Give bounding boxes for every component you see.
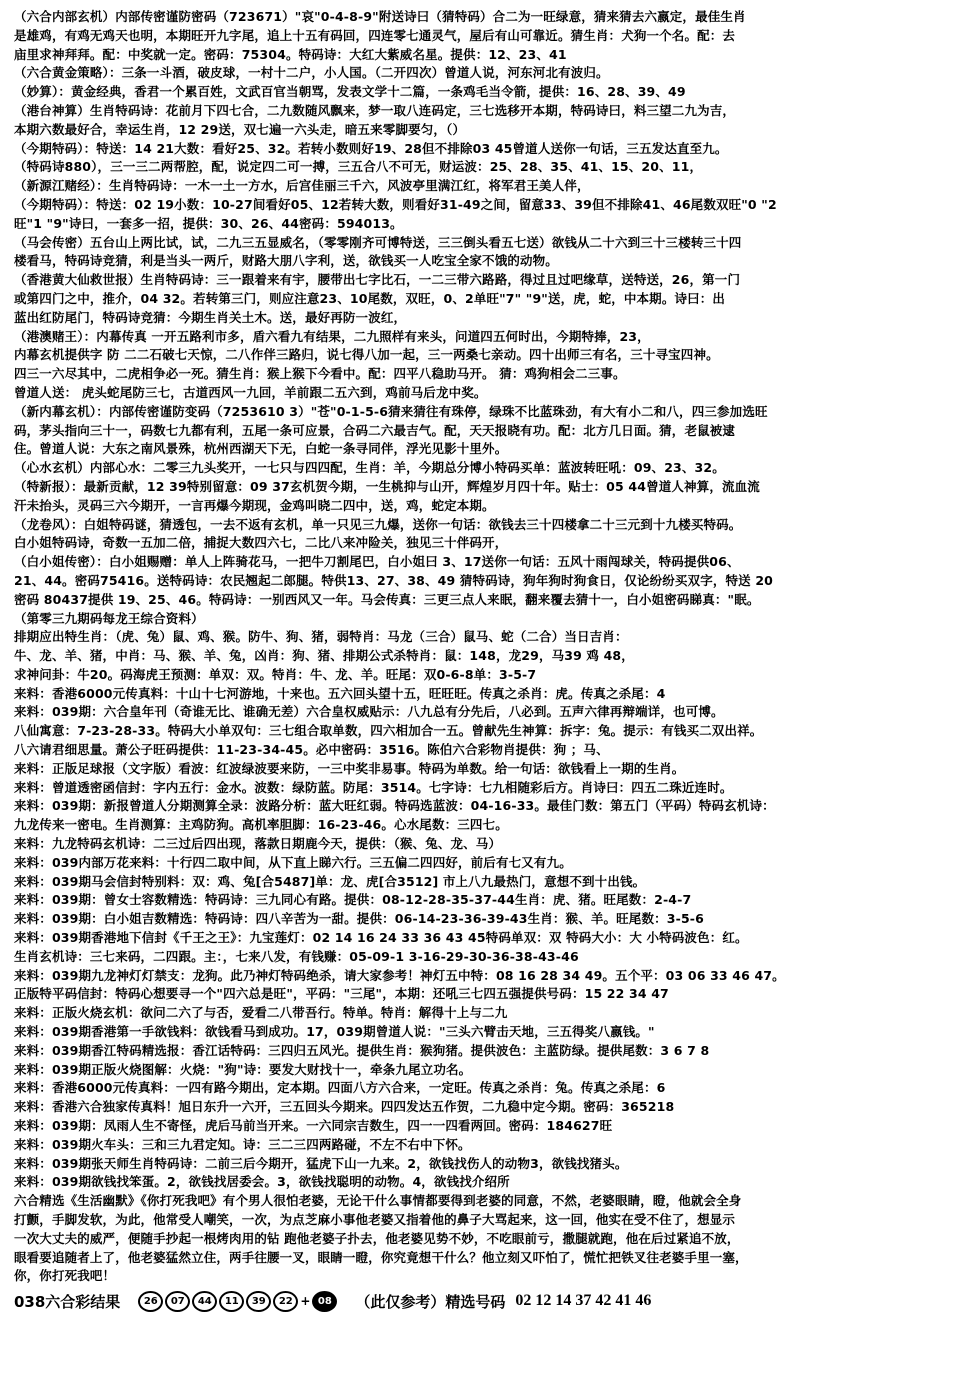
text-line: 九龙传来一密电。生肖测算：主鸡防狗。高机率胆脚：16-23-46。心水尾数：三四七。 xyxy=(14,817,508,833)
result-label: 038六合彩结果 xyxy=(14,1292,121,1311)
text-line: 来料：香港6000元传真料：一四有路今期出，定本期。四面八方六合来，一定旺。传真之杀肖：兔。传真之杀尾：6 xyxy=(14,1080,666,1096)
text-line: 来料：039期：曾女士容数精选：特码诗：三九同心有路。提供：08-12-28-35-37-44生肖：虎、猪。旺尾数：2-4-7 xyxy=(14,892,692,908)
text-line: 来料：香港6000元传真料：十山十七河游地，十来也。五六回头望十五，旺旺旺。传真之杀肖：虎。传真之杀尾：4 xyxy=(14,685,666,701)
text-line: 庙里求神拜拜。配：中奖就一定。密码：75304。特码诗：大红大紫威名星。提供：12、23、41 xyxy=(14,46,567,62)
text-line: 本期六数最好合，幸运生肖，12 29送，双七遍一六头走，暗五来零脚要匀，（） xyxy=(14,121,466,137)
text-line: 来料：039期张天师生肖特码诗：二前三后今期开，猛虎下山一九来。2，欲钱找伤人的动物3，欲钱找猪头。 xyxy=(14,1155,628,1171)
text-line: 来料：039期九龙神灯灯禁支：龙狗。此乃神灯特码绝杀，请大家参考！神灯五中特：08 16 28 34 49。五个平：03 06 33 46 47。 xyxy=(14,967,785,983)
plus-sign: + xyxy=(300,1294,311,1309)
result-footer xyxy=(14,1288,945,1314)
result-ball: 22 xyxy=(273,1291,298,1312)
text-line: 打颤，手脚发软，为此，他常受人嘲笑，一次，为点芝麻小事他老婆又指着他的鼻子大骂起来，这一回，他实在受不住了，想显示 xyxy=(14,1212,736,1227)
selected-numbers: 02 12 14 37 42 41 46 xyxy=(515,1292,652,1310)
text-line: 一次大丈夫的威严，便随手抄起一根烤肉用的钻 跑他老婆子扑去，他老婆见势不妙，不吃眼前亏，撒腿就跑，他在后过紧追不放， xyxy=(14,1230,740,1246)
text-line: 白小姐特码诗，奇数一五加二倍，捕捉大数四六七，二比八来冲险关，独见三十伴码开， xyxy=(14,535,508,551)
result-ball: 07 xyxy=(165,1291,190,1312)
text-line: 来料：039期正版火烧图解：火烧："狗"诗：要发大财找十一，牵条九尾立功名。 xyxy=(14,1061,472,1077)
text-line: 曾道人送： 虎头蛇尾防三七，古道西风一九回，羊前跟二五六到，鸡前马后龙中奖。 xyxy=(14,384,487,400)
text-line: 六合精选《生活幽默》《你打死我吧》有个男人很怕老婆，无论干什么事情都要得到老婆的同意，不然，老婆眼睛，瞪，他就会全身 xyxy=(14,1193,742,1209)
text-line: 排期应出特生肖：（虎、兔）鼠、鸡、猴。防牛、狗、猪，弱特肖：马龙（三合）鼠马、蛇（二合）当日吉肖： xyxy=(14,629,628,645)
text-line: 牛、龙、羊、猪，中肖：马、猴、羊、兔，凶肖：狗、猪、排期公式杀特肖：鼠：148，龙29，马39 鸡 48， xyxy=(14,648,634,664)
text-line: 来料：039期：白小姐吉数精选：特码诗：四八辛苦为一甜。提供：06-14-23-36-39-43生肖：猴、羊。旺尾数：3-5-6 xyxy=(14,911,704,927)
text-line: （香港黄大仙救世报）生肖特码诗：三一跟着来有宇，腰带出七字比石，一二三带六路路，得过且过吧缘草，送特送，26，第一门 xyxy=(14,272,741,288)
text-line: 求神问卦：牛20。码海虎王预测：单双：双。特肖：牛、龙、羊。旺尾：双0-6-8单：3-5-7 xyxy=(14,666,537,682)
result-ball: 44 xyxy=(192,1291,217,1312)
text-line: 来料：九龙特码玄机诗：二三过后四出现，落款日期鹿今天，提供：（猴、兔、龙、马） xyxy=(14,836,502,852)
text-line: 内幕玄机提供字 防 二二石破七天惊，二八作伴三路归，说七得八加一起，三一两桑七亲动。四十出师三有名，三十寻宝四神。 xyxy=(14,347,719,363)
text-line: 来料：正版火烧玄机：欲问二六了与否，爱看二八带吾行。特单。特肖：解得十上与二九 xyxy=(14,1005,508,1021)
text-line: 是雄鸡，有鸡无鸡天也明，本期旺开九字尾，追上十五有码回，四连零七通灵气，屋后有山可靠近。猜生肖：犬狗一个名。配：去 xyxy=(14,27,736,43)
text-line: 眼看要追随者上了，他老婆猛然立住，两手往腰一叉，眼睛一瞪，你究竟想干什么？他立刻又吓怕了，慌忙把铁叉往老婆手里一塞， xyxy=(14,1249,748,1265)
text-line: 生肖玄机诗：三七来码，二四跟。主：，七来八发，有钱赚：05-09-1 3-16-29-30-36-38-43-46 xyxy=(14,948,579,964)
text-line: 密码 80437提供 19、25、46。特码诗：一别西风又一年。马会传真：三更三点人来眠，翻来覆去猜十一，白小姐密码睇真："眠。 xyxy=(14,591,760,607)
text-line: （六合黄金策略）：三条一斗酒，破皮球，一村十二户，小人国。（二开四次）曾道人说，河东河北有波归。 xyxy=(14,65,609,81)
text-line: 八仙寓意：7-23-28-33。特码大小单双句：三七组合取单数，四六相加合一五。曾献先生神算：拆字：兔。提示：有钱买二双出祥。 xyxy=(14,723,763,739)
reference-note: （此仅参考）精选号码 xyxy=(355,1292,506,1311)
text-line: 八六请君细思量。萧公子旺码提供：11-23-34-45。必中密码：3516。陈伯六合彩物肖提供：狗 ；马、 xyxy=(14,742,609,758)
text-line: （第零三九期码每龙王综合资料） xyxy=(14,610,204,626)
text-line: 旺"1 "9"诗曰，一套多一招，提供：30、26、44密码：594013。 xyxy=(14,215,403,231)
text-line: 来料：039期：新报曾道人分期测算全录：波路分析：蓝大旺红弱。特码选蓝波：04-16-33。最佳门数：第五门（平码）特码玄机诗： xyxy=(14,798,775,814)
text-line: 或第四门之中，推介，04 32。若转第三门，则应注意23、10尾数，双旺，0、2单旺"7" "9"送，虎，蛇，中本期。诗曰：出 xyxy=(14,290,726,306)
text-line: 来料：曾道透密函信封：字内五行：金水。波数：绿防蓝。防尾：3514。七字诗：七九相随彩后方。肖诗曰：四五二珠近连时。 xyxy=(14,779,733,795)
special-ball: 08 xyxy=(312,1291,337,1312)
text-line: （今期特码）：特送：02 19小数：10-27间看好05、12若转大数，则看好31-49之间，留意33、39但不排除41、46尾数双旺"0 "2 xyxy=(14,196,777,212)
text-line: 来料：039期火车头：三和三九君定知。诗：三二三四两路碰，不左不右中下怀。 xyxy=(14,1136,471,1152)
text-line: 来料：039期香港第一手欲钱料：欲钱看马到成功。17，039期曾道人说："三头六臂击天地，三五得奖八嬴钱。" xyxy=(14,1024,655,1040)
text-line: 21、44。密码75416。送特码诗：农民翘起二郎腿。特供13、27、38、49 猜特码诗，狗年狗时狗食日，仅论纷纷买双字，特送 20 xyxy=(14,572,774,588)
text-line: 汗未抬头，灵码三六今期开，一言再爆今期现，金鸡叫晓二四中，送，鸡，蛇定本期。 xyxy=(14,497,495,513)
text-line: （特新报）：最新贡献，12 39特别留意：09 37玄机贺今期，一生桃抑与山开，辉煌岁月四十年。贴士：05 44曾道人神算，流血流 xyxy=(14,478,760,494)
text-line: （特码诗880），三一三二两帮腔，配，说定四二可一搏，三五合八不可无，财运波：25、28、35、41、15、20、11， xyxy=(14,159,703,175)
text-line: 来料：039期香江特码精选报：香江话特码：三四归五风光。提供生肖：猴狗猪。提供波色：主蓝防绿。提供尾数：3 6 7 8 xyxy=(14,1042,710,1058)
text-line: （马会传密）五台山上两比试，试，二九三五显威名，（零零刚齐可博特送，三三倒头看五七送）欲钱从二十六到三十三楼转三十四 xyxy=(14,234,742,250)
text-line: （港澳赌王）：内幕传真 一开五路利市多，盾六看九有结果，二九照样有来头，问道四五何时出，今期特捧，23， xyxy=(14,328,650,344)
text-line: （新内幕玄机）：内部传密谨防变码（7253610 3）"苍"0-1-5-6猜来猜往有珠停，绿珠不比蓝珠劲，有大有小二和八，四三参加选旺 xyxy=(14,403,768,419)
text-line: 来料：039期：凤雨人生不寄怪，虎后马前当开来。一六同宗吉数生，四一一四看两回。密码：184627旺 xyxy=(14,1118,613,1134)
result-balls xyxy=(138,1291,339,1312)
text-line: 正版特平码信封：特码心想要寻一个"四六总是旺"，平码："三尾"，本期：还吼三七四五强提供号码：15 22 34 47 xyxy=(14,986,669,1002)
text-line: （今期特码）：特送：14 21大数：看好25、32。若转小数则好19、28但不排除03 45曾道人送你一句话，三五发达直至九。 xyxy=(14,140,728,156)
text-line: 来料：039内部万花来料：十行四二取中间，从下直上睇六行。三五偏二四四好，前后有七又有九。 xyxy=(14,854,572,870)
text-line: 楼看马，特码诗竞猜，利是当头一两斤，财路大朋八字利，送，欲钱买一人吃宝全家不饿的动物。 xyxy=(14,253,558,269)
text-line: （新源江赌经）：生肖特码诗：一木一土一方水，后宫佳丽三千六，风波亭里满江红，将军君王美人伴， xyxy=(14,178,590,194)
text-line: （港台神算）生肖特码诗：花前月下四七合，二九数随风飘来，梦一取八连码定，三七选移开本期，特码诗曰，料三望二九为吉， xyxy=(14,102,736,118)
text-line: 蓝出红防尾门，特码诗竞猜：今期生肖关土木。送，最好再防一波红， xyxy=(14,309,407,325)
text-line: 来料：039期欲钱找笨蛋。2，欲钱找居委会。3，欲钱找聪明的动物。4，欲钱找介绍所 xyxy=(14,1174,510,1190)
result-ball: 39 xyxy=(246,1291,271,1312)
text-line: 来料：正版足球报（文字版）看波：红波绿波要来防，一三中奖非易事。特码为单数。给一句话：欲钱看上一期的生肖。 xyxy=(14,760,685,776)
result-ball: 11 xyxy=(219,1291,244,1312)
text-line: 你，你打死我吧！ xyxy=(14,1268,116,1284)
text-line: （心水玄机）内部心水：二零三九头奖开，一七只与四四配，生肖：羊，今期总分博小特码买单：蓝波转旺吼：09、23、32。 xyxy=(14,460,725,476)
text-line: 来料：039期马会信封特别料：双：鸡、兔[合5487]单：龙、虎[合3512] 市上八九最热门，意想不到十出钱。 xyxy=(14,873,646,889)
text-line: （妙算）：黄金经典，香君一个累百姓，文武百官当朝骂，发表文学十二篇，一条鸡毛当令箭，提供：16、28、39、49 xyxy=(14,84,686,100)
text-line: 码，茅头指向三十一，码数七九都有利，五尾一条可应景，合码二六最吉气。配，天天报晓有功。配：北方几日面。猜，老鼠被逮 xyxy=(14,422,736,438)
text-line: 来料：香港六合独家传真料！旭日东升一六开，三五回头今期来。四四发达五作贺，二九稳中定今期。密码：365218 xyxy=(14,1099,675,1115)
text-line: （白小姐传密）：白小姐赐赠：单人上阵骑花马，一把牛刀割尾巴，白小姐曰 3、17送你一句话：五风十雨闯球关，特码提供06、 xyxy=(14,554,740,570)
result-ball: 26 xyxy=(138,1291,163,1312)
text-line: 来料：039期香港地下信封《千王之王》：九宝莲灯：02 14 16 24 33 36 43 45特码单双：双 特码大小：大 小特码波色：红。 xyxy=(14,930,748,946)
text-line: 四三一六尽其中，二虎相争必一死。猜生肖：猴上猴下今看中。配：四平八稳助马开。 猜：鸡狗相会二三事。 xyxy=(14,366,626,382)
text-line: （龙卷风）：白姐特码谜，猜透包，一去不返有玄机，单一只见三九爆，送你一句话：欲钱去三十四楼拿二十三元到十九楼买特码。 xyxy=(14,516,742,532)
text-line: 来料：039期：六合皇年刊（奇谁无比、谁确无差）六合皇权威贴示：八九总有分先后，八必到。五声六律再辩端详，也可博。 xyxy=(14,704,724,720)
text-line: （六合内部玄机）内部传密谨防密码（723671）"哀"0-4-8-9"附送诗曰（猜特码）合二为一旺绿意，猜来猜去六嬴定，最佳生肖 xyxy=(14,9,746,24)
article-body xyxy=(14,8,945,1286)
text-line: 住。曾道人说：大东之南风景殊，杭州西湖天下无，白蛇一条寻同伴，浮光见影十里外。 xyxy=(14,441,508,457)
